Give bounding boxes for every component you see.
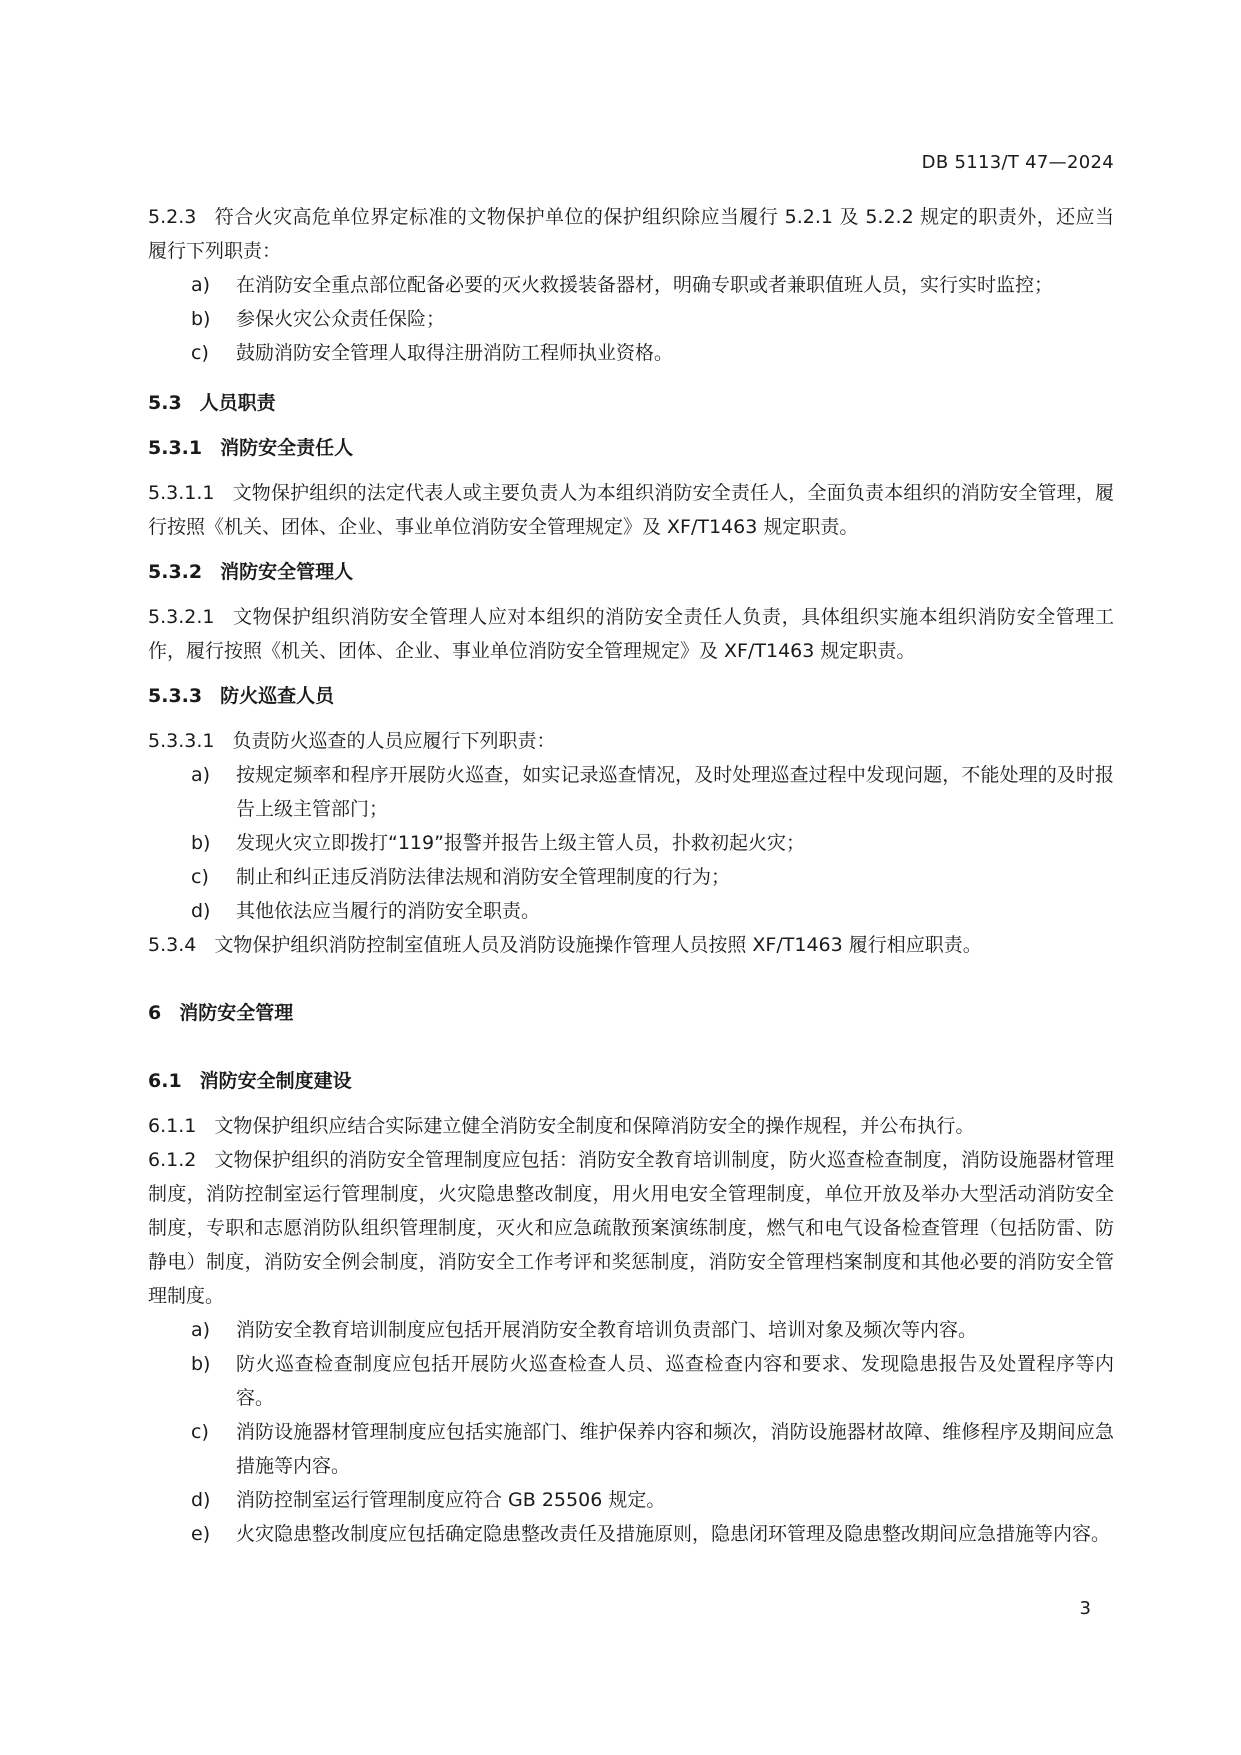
list-item-text: 参保火灾公众责任保险； [236,308,446,330]
list-item [148,1347,1114,1415]
list-marker: c) [191,1421,209,1443]
clause-number: 5.3.4 [148,934,197,956]
section-heading-5-3 [148,386,1114,420]
clause-number: 5.3.3.1 [148,730,215,752]
standard-code: DB 5113/T 47—2024 [921,152,1114,173]
list-item [148,1483,1114,1517]
list-marker: c) [191,866,209,888]
section-number: 5.3 [148,392,182,414]
list-item-text: 在消防安全重点部位配备必要的灭火救援装备器材，明确专职或者兼职值班人员，实行实时监控； [236,274,1054,296]
list-item [148,826,1114,860]
list-item [148,1415,1114,1483]
list-item-text: 消防安全教育培训制度应包括开展消防安全教育培训负责部门、培训对象及频次等内容。 [236,1319,978,1341]
section-heading-6-1 [148,1064,1114,1098]
section-title: 消防安全责任人 [220,437,354,459]
section-title: 消防安全制度建设 [199,1070,352,1092]
section-number: 5.3.1 [148,437,203,459]
clause-number: 5.2.3 [148,206,197,228]
clause-text: 文物保护组织消防安全管理人应对本组织的消防安全责任人负责，具体组织实施本组织消防安全管理工作，履行按照《机关、团体、企业、事业单位消防安全管理规定》及 XF/T1463 规定职责。 [148,606,1114,662]
list-item [148,894,1114,928]
list-item-text: 消防设施器材管理制度应包括实施部门、维护保养内容和频次，消防设施器材故障、维修程序及期间应急措施等内容。 [236,1421,1114,1477]
section-heading-5-3-3 [148,679,1114,713]
clause-number: 5.3.2.1 [148,606,215,628]
list-marker: d) [191,900,211,922]
list-item-text: 制止和纠正违反消防法律法规和消防安全管理制度的行为； [236,866,731,888]
section-heading-5-3-1 [148,431,1114,465]
clause-text: 文物保护组织应结合实际建立健全消防安全制度和保障消防安全的操作规程，并公布执行。 [214,1115,975,1137]
chapter-number: 6 [148,1002,162,1024]
clause-number: 6.1.1 [148,1115,197,1137]
list-item [148,1313,1114,1347]
clause-text: 文物保护组织的消防安全管理制度应包括：消防安全教育培训制度，防火巡查检查制度，消防设施器材管理制度，消防控制室运行管理制度，火灾隐患整改制度，用火用电安全管理制度，单位开放及举办大型活动消防安全制度，专职和志愿消防队组织管理制度，灭火和应急疏散预案演练制度，燃气和电气设备检查管理（包括防雷、防静电）制度，消防安全例会制度，消防安全工作考评和奖惩制度，消防安全管理档案制度和其他必要的消防安全管理制度。 [148,1149,1114,1307]
list-marker: a) [191,1319,211,1341]
section-number: 6.1 [148,1070,182,1092]
list-marker: d) [191,1489,211,1511]
list-item-text: 消防控制室运行管理制度应符合 GB 25506 规定。 [236,1489,666,1511]
list-item [148,758,1114,826]
list-item-text: 按规定频率和程序开展防火巡查，如实记录巡查情况，及时处理巡查过程中发现问题，不能处理的及时报告上级主管部门； [236,764,1114,820]
clause-6-1-1 [148,1109,1114,1143]
chapter-heading-6 [148,996,1114,1030]
list-item [148,1517,1114,1551]
page-content [148,200,1114,1551]
clause-5-3-1-1 [148,476,1114,544]
list-item-text: 鼓励消防安全管理人取得注册消防工程师执业资格。 [236,342,674,364]
list-item [148,302,1114,336]
clause-text: 负责防火巡查的人员应履行下列职责： [232,730,556,752]
list-marker: b) [191,832,211,854]
list-item-text: 其他依法应当履行的消防安全职责。 [236,900,541,922]
list-marker: b) [191,308,211,330]
section-number: 5.3.2 [148,561,203,583]
chapter-title: 消防安全管理 [179,1002,294,1024]
list-marker: c) [191,342,209,364]
section-title: 人员职责 [199,392,276,414]
section-heading-5-3-2 [148,555,1114,589]
list-item [148,860,1114,894]
list-item [148,268,1114,302]
list-item [148,336,1114,370]
list-item-text: 发现火灾立即拨打“119”报警并报告上级主管人员，扑救初起火灾； [236,832,805,854]
clause-number: 5.3.1.1 [148,482,215,504]
section-title: 防火巡查人员 [220,685,335,707]
list-item-text: 防火巡查检查制度应包括开展防火巡查检查人员、巡查检查内容和要求、发现隐患报告及处置程序等内容。 [236,1353,1114,1409]
list-marker: a) [191,764,211,786]
section-number: 5.3.3 [148,685,203,707]
list-marker: b) [191,1353,211,1375]
page-number: 3 [1079,1598,1091,1619]
clause-5-3-3-1 [148,724,1114,758]
list-marker: e) [191,1523,211,1545]
section-title: 消防安全管理人 [220,561,354,583]
clause-text: 符合火灾高危单位界定标准的文物保护单位的保护组织除应当履行 5.2.1 及 5.2.2 规定的职责外，还应当履行下列职责： [148,206,1114,262]
clause-5-3-2-1 [148,600,1114,668]
list-item-text: 火灾隐患整改制度应包括确定隐患整改责任及措施原则，隐患闭环管理及隐患整改期间应急措施等内容。 [236,1523,1111,1545]
clause-5-3-4 [148,928,1114,962]
clause-5-2-3 [148,200,1114,268]
clause-text: 文物保护组织消防控制室值班人员及消防设施操作管理人员按照 XF/T1463 履行相应职责。 [214,934,982,956]
clause-number: 6.1.2 [148,1149,197,1171]
clause-6-1-2 [148,1143,1114,1313]
list-marker: a) [191,274,211,296]
clause-text: 文物保护组织的法定代表人或主要负责人为本组织消防安全责任人，全面负责本组织的消防安全管理，履行按照《机关、团体、企业、事业单位消防安全管理规定》及 XF/T1463 规定职责。 [148,482,1114,538]
